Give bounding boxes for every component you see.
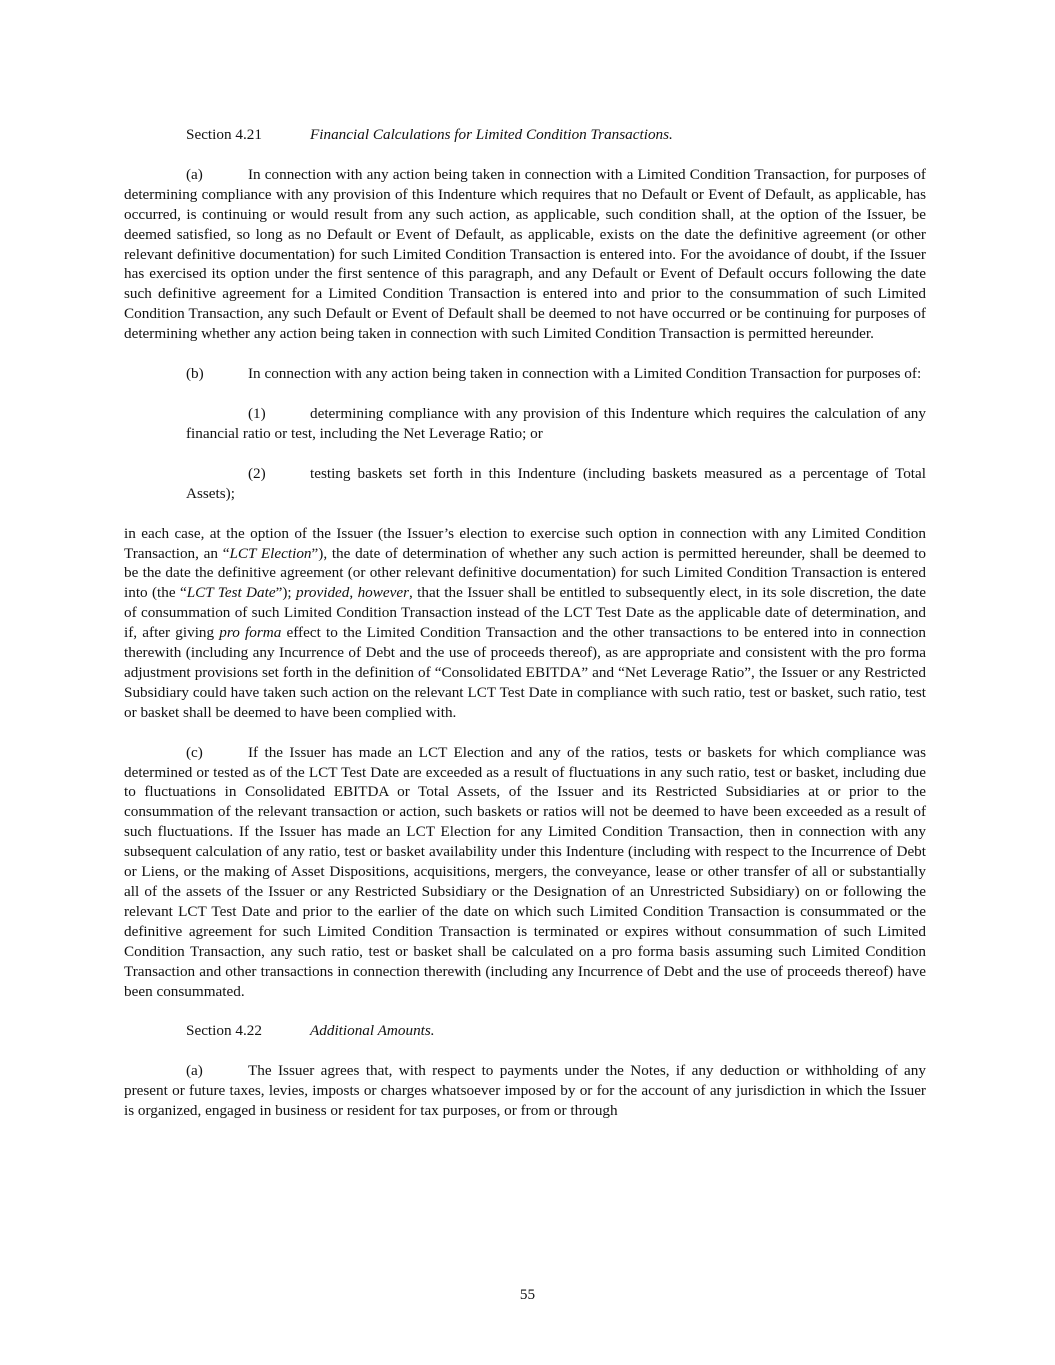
paragraph-text: In connection with any action being taken in connection with a Limited Condition Transaction, for purposes of determining compliance with any provision of this Indenture which requires that no Default or Event of Default, as applicable, has occurred, is continuing or would result from any such action, as applicable, such condition shall, at the option of the Issuer, be deemed satisfied, so long as no Default or Event of Default, as applicable, exists on the date the definitive agreement (or other relevant definitive documentation) for such Limited Condition Transaction is entered into. For the avoidance of doubt, if the Issuer has exercised its option under the first sentence of this paragraph, and any Default or Event of Default occurs following the date such definitive agreement for a Limited Condition Transaction is entered into and prior to the consummation of such Limited Condition Transaction, any such Default or Event of Default shall be deemed to not have occurred or be continuing for purposes of determining whether any action being taken in connection with such Limited Condition Transaction is permitted hereunder. — [124, 165, 926, 343]
paragraph-a — [124, 165, 926, 344]
text-run: in each case, at the option of the Issuer (the Issuer’s election to exercise such option in connection with any Limited Condition Transaction, an “ — [124, 524, 926, 562]
italic-pro-forma: pro forma — [219, 624, 282, 642]
paragraph-label: (a) — [186, 1062, 203, 1080]
clause-label: (1) — [248, 404, 266, 422]
section-number: Section 4.22 — [186, 1022, 262, 1040]
paragraph-label: (a) — [186, 165, 203, 183]
clause-text: testing baskets set forth in this Indenture (including baskets measured as a percentage of Total Assets); — [186, 464, 926, 502]
clause-2 — [186, 464, 926, 504]
paragraph-text: If the Issuer has made an LCT Election and any of the ratios, tests or baskets for which compliance was determined or tested as of the LCT Test Date are exceeded as a result of fluctuations in any such ratio, test or basket, including due to fluctuations in Consolidated EBITDA or Total Assets, of the Issuer and its Restricted Subsidiaries at or prior to the consummation of the relevant transaction or action, such baskets or ratios will not be deemed to have been exceeded as a result of such fluctuations. If the Issuer has made an LCT Election for any Limited Condition Transaction, then in connection with any subsequent calculation of any ratio, test or basket availability under this Indenture (including with respect to the Incurrence of Debt or Liens, or the making of Asset Dispositions, acquisitions, mergers, the conveyance, lease or other transfer of all or substantially all of the assets of the Issuer or any Restricted Subsidiary or the Designation of an Unrestricted Subsidiary) on or following the relevant LCT Test Date and prior to the earlier of the date on which such Limited Condition Transaction is consummated or the definitive agreement for such Limited Condition Transaction is terminated or expires without consummation of such Limited Condition Transaction, any such ratio, test or basket shall be calculated on a pro forma basis assuming such Limited Condition Transaction and other transactions in connection therewith (including any Incurrence of Debt and the use of proceeds thereof) have been consummated. — [124, 743, 926, 1000]
document-body — [124, 125, 926, 1121]
paragraph-text: In connection with any action being taken in connection with a Limited Condition Transaction for purposes of: — [248, 365, 922, 383]
paragraph-b — [124, 364, 926, 384]
paragraph-label: (c) — [186, 743, 203, 761]
defined-term-lct-election: LCT Election — [229, 544, 312, 562]
section-title: Additional Amounts. — [310, 1022, 435, 1040]
clause-text: determining compliance with any provision of this Indenture which requires the calculation of any financial ratio or test, including the Net Leverage Ratio; or — [186, 404, 926, 442]
section-4-22-heading — [124, 1021, 926, 1041]
text-run: effect to the Limited Condition Transaction and the other transactions to be entered into in connection therewith (including any Incurrence of Debt and the use of proceeds thereof), as are appropriate and consistent with the pro forma adjustment provisions set forth in the definition of “Consolidated EBITDA” and “Net Leverage Ratio”, the Issuer or any Restricted Subsidiary could have taken such action on the relevant LCT Test Date in compliance with such ratio, test or basket, such ratio, test or basket shall be deemed to have been complied with. — [124, 624, 926, 721]
italic-however: however — [357, 584, 410, 602]
defined-term-lct-test-date: LCT Test Date — [186, 584, 276, 602]
paragraph-4-22-a — [124, 1061, 926, 1121]
section-title: Financial Calculations for Limited Condition Transactions. — [310, 126, 673, 143]
section-number: Section 4.21 — [186, 126, 262, 143]
page-number: 55 — [519, 1286, 536, 1303]
paragraph-c — [124, 743, 926, 1002]
text-run: ”), the date of determination of whether any such action is permitted hereunder, shall be deemed to be the date the definitive agreement (or other relevant definitive documentation) for such Limited Condition Transaction is entered into (the “ — [124, 544, 927, 602]
clause-label: (2) — [248, 464, 266, 482]
text-run: ”); — [275, 584, 296, 602]
section-4-21-heading — [124, 125, 926, 145]
clause-1 — [186, 404, 926, 444]
text-run: , that the Issuer shall be entitled to subsequently elect, in its sole discretion, the date of consummation of such Limited Condition Transaction instead of the LCT Test Date as the applicable date of determination, and if, after giving — [124, 584, 926, 642]
paragraph-each-case — [124, 524, 926, 723]
paragraph-text: The Issuer agrees that, with respect to payments under the Notes, if any deduction or withholding of any present or future taxes, levies, imposts or charges whatsoever imposed by or for the account of any jurisdiction in which the Issuer is organized, engaged in business or resident for tax purposes, or from or through — [124, 1062, 926, 1120]
paragraph-label: (b) — [186, 365, 204, 383]
text-run: , — [349, 584, 358, 602]
italic-provided: provided — [295, 584, 350, 602]
